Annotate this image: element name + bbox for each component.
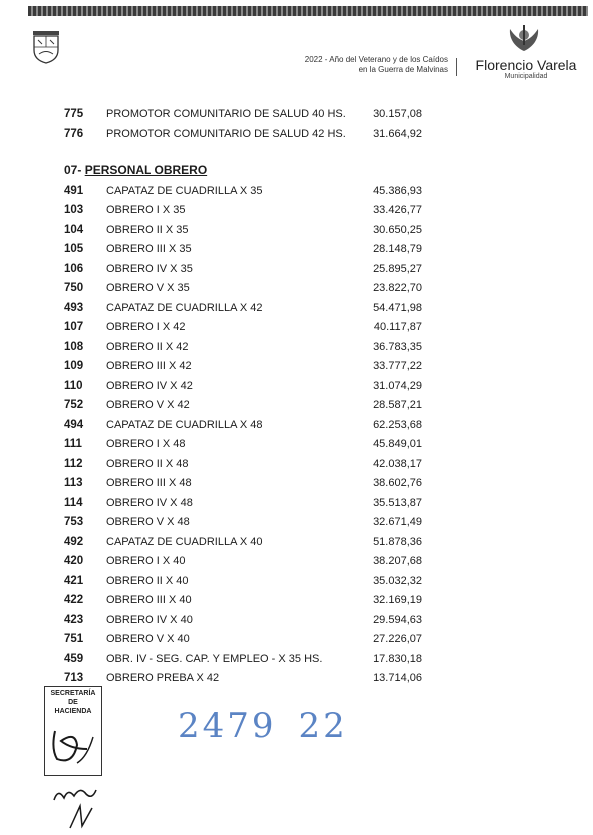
- row-description: OBRERO III X 42: [106, 360, 192, 373]
- table-row: [0, 378, 593, 394]
- table-row: [0, 573, 593, 589]
- section-heading: [64, 163, 207, 177]
- row-amount: 30.650,25: [373, 223, 422, 236]
- table-row: [0, 202, 593, 218]
- row-amount: 29.594,63: [373, 613, 422, 626]
- table-row: [0, 495, 593, 511]
- row-description: OBRERO III X 48: [106, 477, 192, 490]
- row-amount: 35.032,32: [373, 574, 422, 587]
- row-code: 420: [64, 555, 84, 568]
- row-amount: 28.587,21: [373, 399, 422, 412]
- table-row: [0, 592, 593, 608]
- row-code: 113: [64, 477, 83, 490]
- row-description: OBRERO IV X 42: [106, 379, 193, 392]
- row-amount: 31.074,29: [373, 379, 422, 392]
- row-description: OBRERO I X 35: [106, 204, 186, 217]
- row-code: 112: [64, 457, 83, 470]
- row-code: 750: [64, 282, 84, 295]
- table-row: [0, 339, 593, 355]
- row-amount: 35.513,87: [373, 496, 422, 509]
- record-number-part-2: 22: [298, 706, 348, 746]
- table-row: [0, 436, 593, 452]
- scan-header-strip: [28, 6, 588, 16]
- section-number: 07-: [64, 163, 82, 177]
- row-amount: 31.664,92: [373, 128, 422, 140]
- row-amount: 27.226,07: [373, 633, 422, 646]
- row-amount: 45.386,93: [373, 185, 422, 197]
- row-code: 108: [64, 340, 84, 353]
- handwritten-initials-icon: [66, 802, 96, 830]
- row-description: CAPATAZ DE CUADRILLA X 42: [106, 301, 263, 314]
- row-description: OBR. IV - SEG. CAP. Y EMPLEO - X 35 HS.: [106, 652, 323, 665]
- row-description: PROMOTOR COMUNITARIO DE SALUD 40 HS.: [106, 108, 346, 120]
- stamp-line-2: DE: [68, 699, 78, 706]
- row-description: OBRERO II X 35: [106, 223, 189, 236]
- logo-subtitle: Municipalidad: [504, 73, 548, 80]
- record-number-part-1: 2479: [178, 706, 277, 746]
- row-code: 114: [64, 496, 83, 509]
- table-row: [0, 261, 593, 277]
- row-description: CAPATAZ DE CUADRILLA X 40: [106, 535, 263, 548]
- table-row: [0, 456, 593, 472]
- row-amount: 62.253,68: [373, 418, 422, 431]
- stamp-line-1: SECRETARÍA: [50, 690, 96, 697]
- table-row: [0, 631, 593, 647]
- table-row: [0, 534, 593, 550]
- row-amount: 36.783,35: [373, 340, 422, 353]
- row-description: OBRERO I X 42: [106, 321, 186, 334]
- row-description: OBRERO V X 48: [106, 516, 190, 529]
- row-amount: 25.895,27: [373, 262, 422, 275]
- row-description: OBRERO IV X 40: [106, 613, 193, 626]
- row-amount: 38.207,68: [373, 555, 422, 568]
- row-description: OBRERO PREBA X 42: [106, 672, 220, 684]
- record-number-stamp: [178, 706, 348, 746]
- table-row: [0, 417, 593, 433]
- year-motto: [220, 55, 448, 75]
- row-code: 110: [64, 379, 83, 392]
- secretaria-hacienda-stamp: [44, 686, 102, 776]
- row-code: 423: [64, 613, 84, 626]
- table-row: [0, 280, 593, 296]
- table-row: [0, 222, 593, 238]
- table-row: [0, 514, 593, 530]
- row-description: OBRERO IV X 48: [106, 496, 193, 509]
- row-code: 106: [64, 262, 84, 275]
- stamp-line-3: HACIENDA: [54, 708, 92, 715]
- table-row: [0, 241, 593, 257]
- row-amount: 30.157,08: [373, 108, 422, 120]
- row-description: OBRERO III X 35: [106, 243, 192, 256]
- row-amount: 17.830,18: [373, 652, 422, 665]
- table-row: [0, 651, 593, 667]
- row-code: 103: [64, 204, 84, 217]
- row-amount: 33.777,22: [373, 360, 422, 373]
- row-description: OBRERO V X 40: [106, 633, 190, 646]
- table-row: [0, 612, 593, 628]
- row-code: 775: [64, 108, 84, 120]
- table-row: [0, 300, 593, 316]
- row-description: CAPATAZ DE CUADRILLA X 35: [106, 185, 263, 197]
- table-row: [0, 670, 593, 686]
- row-description: OBRERO II X 42: [106, 340, 189, 353]
- table-row: [0, 397, 593, 413]
- row-code: 752: [64, 399, 84, 412]
- row-code: 493: [64, 301, 84, 314]
- row-amount: 45.849,01: [373, 438, 422, 451]
- florencio-varela-logo-icon: [505, 23, 543, 53]
- logo-name: Florencio Varela: [475, 57, 577, 73]
- row-description: OBRERO III X 40: [106, 594, 192, 607]
- table-row: [0, 126, 593, 142]
- row-amount: 38.602,76: [373, 477, 422, 490]
- row-code: 494: [64, 418, 84, 431]
- row-amount: 13.714,06: [373, 672, 422, 684]
- row-code: 421: [64, 574, 84, 587]
- row-description: OBRERO V X 42: [106, 399, 190, 412]
- row-amount: 51.878,36: [373, 535, 422, 548]
- row-code: 111: [64, 438, 82, 451]
- row-code: 753: [64, 516, 84, 529]
- table-row: [0, 475, 593, 491]
- row-description: OBRERO I X 40: [106, 555, 186, 568]
- row-description: CAPATAZ DE CUADRILLA X 48: [106, 418, 263, 431]
- row-code: 492: [64, 535, 84, 548]
- row-description: OBRERO I X 48: [106, 438, 186, 451]
- table-row: [0, 183, 593, 199]
- row-description: OBRERO V X 35: [106, 282, 190, 295]
- signature-icon: [47, 719, 99, 767]
- table-row: [0, 319, 593, 335]
- row-amount: 32.671,49: [373, 516, 422, 529]
- row-amount: 23.822,70: [373, 282, 422, 295]
- table-row: [0, 358, 593, 374]
- row-code: 776: [64, 128, 84, 140]
- row-amount: 54.471,98: [373, 301, 422, 314]
- row-description: OBRERO II X 40: [106, 574, 189, 587]
- row-amount: 28.148,79: [373, 243, 422, 256]
- row-description: OBRERO II X 48: [106, 457, 189, 470]
- row-amount: 32.169,19: [373, 594, 422, 607]
- row-code: 107: [64, 321, 84, 334]
- header-divider: [456, 58, 457, 76]
- row-code: 104: [64, 223, 84, 236]
- row-code: 105: [64, 243, 84, 256]
- row-amount: 42.038,17: [373, 457, 422, 470]
- municipal-crest-icon: [32, 30, 60, 64]
- handwritten-mark-icon: [50, 784, 100, 804]
- motto-line-1: 2022 - Año del Veterano y de los Caídos: [304, 55, 448, 64]
- row-amount: 40.117,87: [373, 321, 422, 334]
- row-code: 459: [64, 652, 84, 665]
- row-code: 751: [64, 633, 84, 646]
- motto-line-2: en la Guerra de Malvinas: [358, 65, 448, 74]
- row-code: 491: [64, 185, 84, 197]
- section-title: PERSONAL OBRERO: [84, 163, 208, 177]
- table-row: [0, 106, 593, 122]
- row-code: 109: [64, 360, 84, 373]
- row-description: PROMOTOR COMUNITARIO DE SALUD 42 HS.: [106, 128, 346, 140]
- row-code: 422: [64, 594, 84, 607]
- table-row: [0, 553, 593, 569]
- row-amount: 33.426,77: [373, 204, 422, 217]
- row-description: OBRERO IV X 35: [106, 262, 193, 275]
- row-code: 713: [64, 672, 84, 684]
